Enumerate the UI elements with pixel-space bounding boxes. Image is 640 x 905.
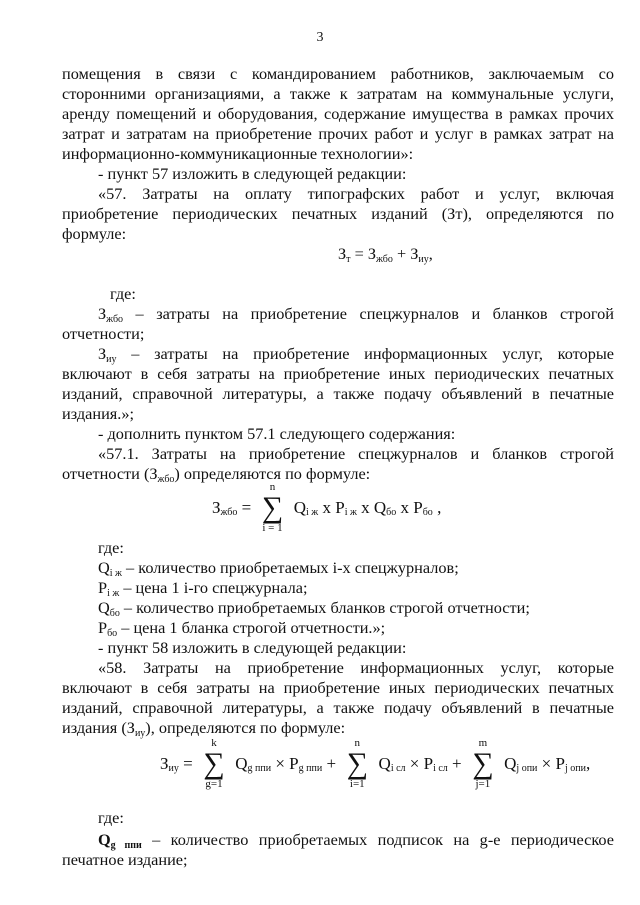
definition-line: $З_{иу}$ – затраты на приобретение информационных услуг, которые [98, 344, 614, 365]
text-line: где: [110, 284, 136, 303]
formula-zjbo: $З_{жбо}$ = n ∑ i = 1 $Q_{i ж}$ x $P_{i ж}$ x $Q_{бо}$ x $P_{бо}$ , [212, 481, 442, 534]
text-line: включают в себя затраты на приобретение иных периодических печатных [62, 364, 614, 383]
text-line: - дополнить пунктом 57.1 следующего содержания: [98, 424, 456, 443]
text-line: включают в себя затраты на приобретение иных периодических печатных [62, 678, 614, 697]
definition-line: $З_{жбо}$ – затраты на приобретение спецжурналов и бланков строгой [98, 304, 614, 325]
text-line: изданий, справочной литературы, а также подачу объявлений в печатные [62, 384, 614, 403]
text-line: - пункт 58 изложить в следующей редакции: [98, 638, 407, 657]
variable-line: $P_{бо}$ – цена 1 бланка строгой отчетности.»; [98, 618, 386, 639]
page-number: 3 [316, 30, 324, 45]
sum-symbol: n ∑ i=1 [346, 737, 368, 790]
definition-line: $Q_{g ппи}$ – количество приобретаемых подписок на g-е периодическое [98, 830, 614, 851]
sum-symbol: m ∑ j=1 [472, 737, 494, 790]
text-line: помещения в связи с командированием работников, заключаемым со [62, 64, 614, 83]
text-line: формуле: [62, 224, 127, 243]
text-line: отчетности; [62, 324, 145, 343]
sum-symbol: k ∑ g=1 [203, 737, 225, 790]
formula-ziu: $З_{иу}$ = k ∑ g=1 $Q_{g ппи} \times P_{g ппи}$ + n ∑ i=1 $Q_{i сл} \times P_{i сл}$ + m ∑ j=1 $Q_{j опи} \times P_{j опи}$, [160, 737, 591, 790]
text-line: печатное издание; [62, 850, 188, 869]
text-line: информационно-коммуникационные технологии»: [62, 144, 414, 163]
text-line: - пункт 57 изложить в следующей редакции: [98, 164, 407, 183]
text-line: «57.1. Затраты на приобретение спецжурналов и бланков строгой [98, 444, 614, 463]
variable-line: $P_{i ж}$ – цена 1 i-го спецжурнала; [98, 578, 308, 599]
text-line: аренду помещений и оборудования, содержание имущества в рамках прочих [62, 104, 614, 123]
text-line: изданий, справочной литературы, а также подачу объявлений в печатные [62, 698, 614, 717]
text-line: издания.»; [62, 404, 135, 423]
text-line: издания $(З_{иу})$, определяются по формуле: [62, 718, 346, 739]
text-line: затрат и затратам на приобретение прочих работ и услуг в рамках затрат на [62, 124, 614, 143]
sum-symbol: n ∑ i = 1 [261, 481, 284, 534]
variable-line: $Q_{i ж}$ – количество приобретаемых i-х спецжурналов; [98, 558, 459, 579]
text-line: где: [98, 538, 124, 557]
text-line: приобретение периодических печатных изданий (Зт), определяются по [62, 204, 614, 223]
text-line: «57. Затраты на оплату типографских работ и услуг, включая [98, 184, 614, 203]
text-line: отчетности $(З_{жбо})$ определяются по формуле: [62, 464, 371, 485]
text-line: где: [98, 808, 124, 827]
variable-line: $Q_{бо}$ – количество приобретаемых бланков строгой отчетности; [98, 598, 530, 619]
text-line: «58. Затраты на приобретение информационных услуг, которые [98, 658, 614, 677]
formula-zt: $З_т = З_{жбо} + З_{иу}$, [338, 244, 433, 265]
text-line: сторонними организациями, а также к затратам на коммунальные услуги, [62, 84, 614, 103]
